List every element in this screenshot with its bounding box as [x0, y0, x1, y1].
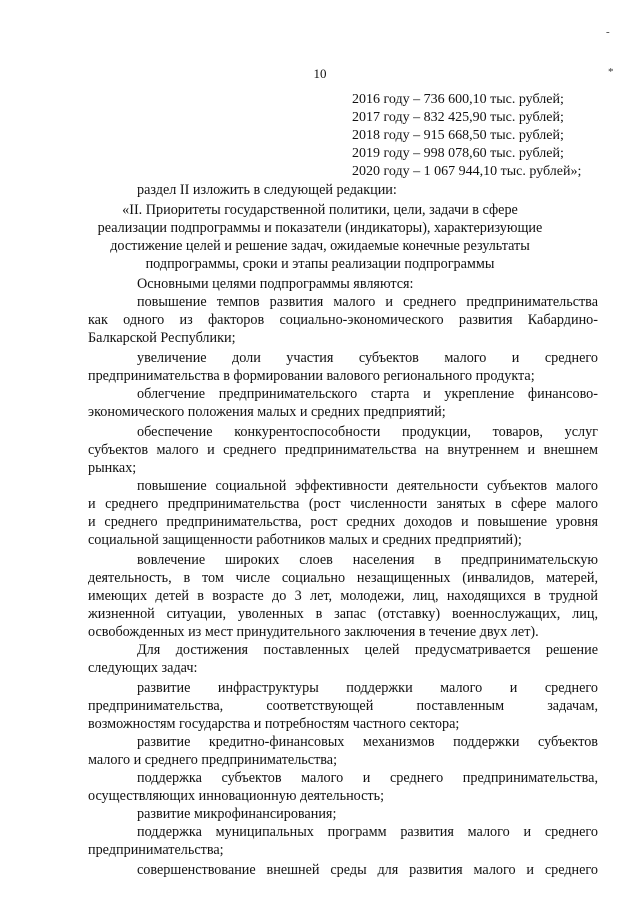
body-line: предпринимательства;	[88, 842, 224, 858]
body-line: предпринимательства в формировании валового регионального продукта;	[88, 368, 535, 384]
body-line: облегчение предпринимательского старта и укрепление финансово-	[137, 386, 598, 402]
body-line: предпринимательства, соответствующей поставленным задачам,	[88, 698, 598, 714]
heading-line: достижение целей и решение задач, ожидаемые конечные результаты	[110, 238, 530, 254]
body-line: развитие инфраструктуры поддержки малого и среднего	[137, 680, 598, 696]
top-right-dash-mark: -	[606, 26, 610, 38]
body-line: увеличение доли участия субъектов малого и среднего	[137, 350, 598, 366]
body-line: развитие кредитно-финансовых механизмов поддержки субъектов	[137, 734, 598, 750]
body-line: деятельность, в том числе социально незащищенных (инвалидов, матерей,	[88, 570, 598, 586]
budget-line: 2018 году – 915 668,50 тыс. рублей;	[352, 128, 564, 143]
heading-line: реализации подпрограммы и показатели (индикаторы), характеризующие	[97, 220, 543, 236]
body-line: субъектов малого и среднего предпринимательства на внутреннем и внешнем	[88, 442, 598, 458]
body-line: имеющих детей в возрасте до 3 лет, молодежи, лиц, находящихся в трудной	[88, 588, 598, 604]
body-line: вовлечение широких слоев населения в предпринимательскую	[137, 552, 598, 568]
body-line: жизненной ситуации, уволенных в запас (отставку) военнослужащих, лиц,	[88, 606, 598, 622]
heading-line: подпрограммы, сроки и этапы реализации подпрограммы	[145, 256, 495, 272]
budget-line: 2017 году – 832 425,90 тыс. рублей;	[352, 110, 564, 125]
body-line: Основными целями подпрограммы являются:	[137, 276, 414, 292]
body-line: малого и среднего предпринимательства;	[88, 752, 338, 768]
body-line: поддержка муниципальных программ развития малого и среднего	[137, 824, 598, 840]
body-line: развитие микрофинансирования;	[137, 806, 337, 822]
budget-line: 2020 году – 1 067 944,10 тыс. рублей»;	[352, 164, 582, 179]
body-line: как одного из факторов социально-экономического развития Кабардино-	[88, 312, 598, 328]
body-line: поддержка субъектов малого и среднего предпринимательства,	[137, 770, 598, 786]
section-intro: раздел II изложить в следующей редакции:	[137, 182, 397, 198]
body-line: и среднего предпринимательства, рост средних доходов и повышение уровня	[88, 514, 598, 530]
body-line: освобожденных из мест принудительного заключения в течение двух лет).	[88, 624, 539, 640]
budget-line: 2016 году – 736 600,10 тыс. рублей;	[352, 92, 564, 107]
body-line: социальной защищенности работников малых и средних предприятий);	[88, 532, 522, 548]
budget-line: 2019 году – 998 078,60 тыс. рублей;	[352, 146, 564, 161]
body-line: Для достижения поставленных целей предусматривается решение	[137, 642, 598, 658]
heading-line: «II. Приоритеты государственной политики, цели, задачи в сфере	[122, 202, 518, 218]
top-right-dot-mark: *	[608, 66, 614, 78]
body-line: совершенствование внешней среды для развития малого и среднего	[137, 862, 598, 878]
body-line: повышение социальной эффективности деятельности субъектов малого	[137, 478, 598, 494]
body-line: следующих задач:	[88, 660, 198, 676]
body-line: возможностям государства и потребностям частного сектора;	[88, 716, 460, 732]
body-line: и среднего предпринимательства (рост численности занятых в сфере малого	[88, 496, 598, 512]
body-line: экономического положения малых и средних предприятий;	[88, 404, 446, 420]
body-line: рынках;	[88, 460, 137, 476]
page-number: 10	[313, 66, 327, 81]
body-line: обеспечение конкурентоспособности продукции, товаров, услуг	[137, 424, 598, 440]
body-line: Балкарской Республики;	[88, 330, 236, 346]
body-line: повышение темпов развития малого и среднего предпринимательства	[137, 294, 598, 310]
body-line: осуществляющих инновационную деятельность;	[88, 788, 385, 804]
